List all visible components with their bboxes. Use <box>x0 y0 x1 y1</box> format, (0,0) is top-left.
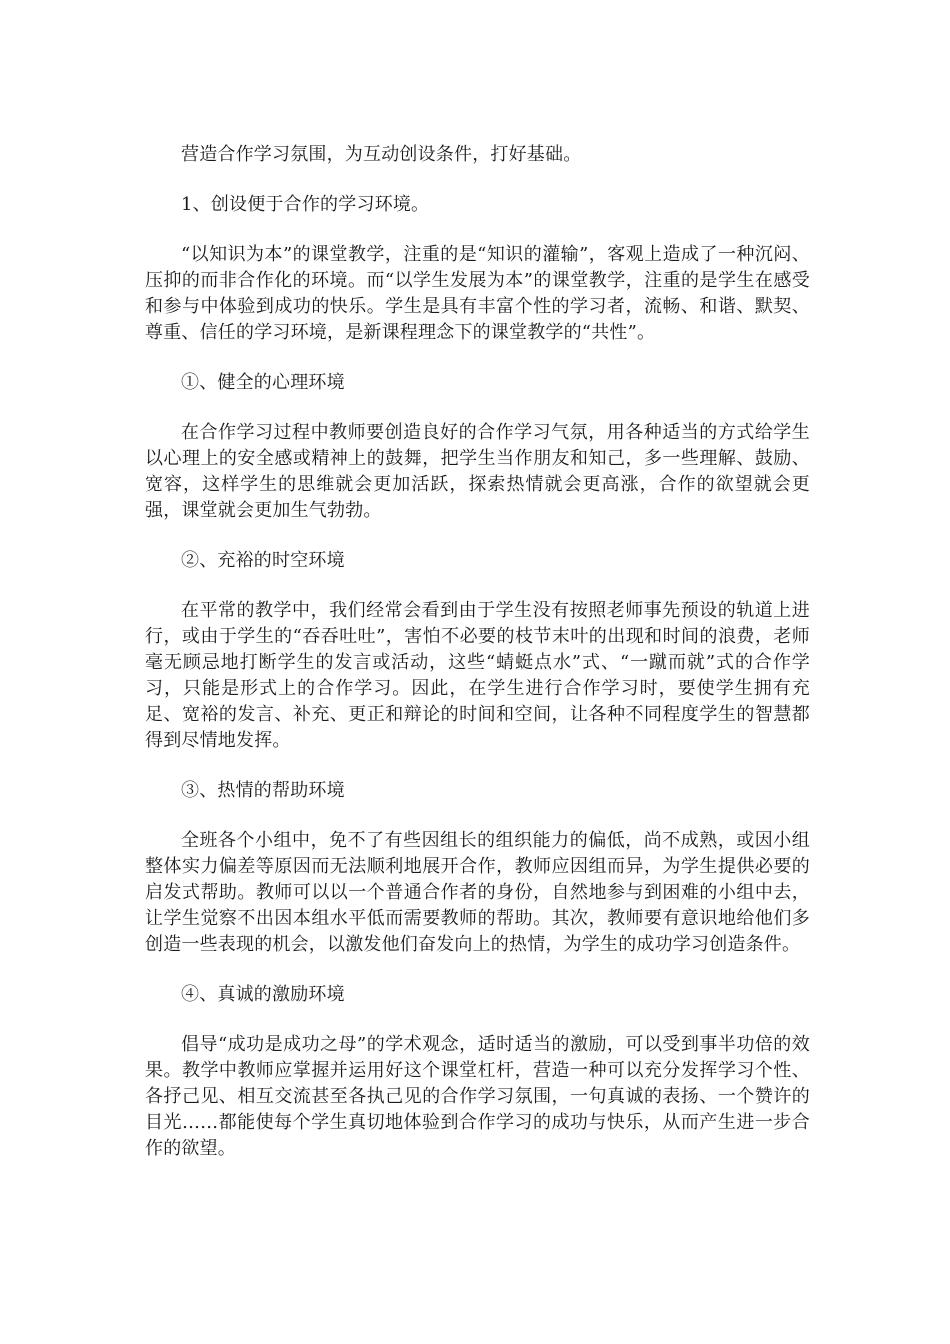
heading-section-1: 1、创设便于合作的学习环境。 <box>181 194 430 215</box>
heading-psychological-environment: ①、健全的心理环境 <box>181 372 345 393</box>
document-body <box>145 142 810 1186</box>
paragraph-encouragement-environment: 倡导“成功是成功之母”的学术观念，适时适当的激励，可以受到事半功倍的效果。教学中教师应掌握并运用好这个课堂杠杆，营造一种可以充分发挥学习个性、各抒己见、相互交流甚至各执己见的合作学习氛围，一句真诚的表扬、一个赞许的目光……都能使每个学生真切地体验到合作学习的成功与快乐，从而产生进一步合作的欲望。 <box>145 1034 810 1159</box>
heading-help-environment: ③、热情的帮助环境 <box>181 780 345 801</box>
paragraph-section-1: “以知识为本”的课堂教学，注重的是“知识的灌输”，客观上造成了一种沉闷、压抑的而非合作化的环境。而“以学生发展为本”的课堂教学，注重的是学生在感受和参与中体验到成功的快乐。学生是具有丰富个性的学习者，流畅、和谐、默契、尊重、信任的学习环境，是新课程理念下的课堂教学的“共性”。 <box>145 244 810 343</box>
paragraph-psychological-environment: 在合作学习过程中教师要创造良好的合作学习气氛，用各种适当的方式给学生以心理上的安全感或精神上的鼓舞，把学生当作朋友和知己，多一些理解、鼓励、宽容，这样学生的思维就会更加活跃，探索热情就会更高涨，合作的欲望就会更强，课堂就会更加生气勃勃。 <box>145 422 810 521</box>
paragraph-intro: 营造合作学习氛围，为互动创设条件，打好基础。 <box>181 144 582 165</box>
heading-time-space-environment: ②、充裕的时空环境 <box>181 550 345 571</box>
paragraph-time-space-environment: 在平常的教学中，我们经常会看到由于学生没有按照老师事先预设的轨道上进行，或由于学生的“吞吞吐吐”，害怕不必要的枝节末叶的出现和时间的浪费，老师毫无顾忌地打断学生的发言或活动，这些“蜻蜓点水”式、“一蹴而就”式的合作学习，只能是形式上的合作学习。因此，在学生进行合作学习时，要使学生拥有充足、宽裕的发言、补充、更正和辩论的时间和空间，让各种不同程度学生的智慧都得到尽情地发挥。 <box>145 600 810 751</box>
paragraph-help-environment: 全班各个小组中，免不了有些因组长的组织能力的偏低，尚不成熟，或因小组整体实力偏差等原因而无法顺利地展开合作，教师应因组而异，为学生提供必要的启发式帮助。教师可以以一个普通合作者的身份，自然地参与到困难的小组中去，让学生觉察不出因本组水平低而需要教师的帮助。其次，教师要有意识地给他们多创造一些表现的机会，以激发他们奋发向上的热情，为学生的成功学习创造条件。 <box>145 830 810 955</box>
heading-encouragement-environment: ④、真诚的激励环境 <box>181 984 345 1005</box>
